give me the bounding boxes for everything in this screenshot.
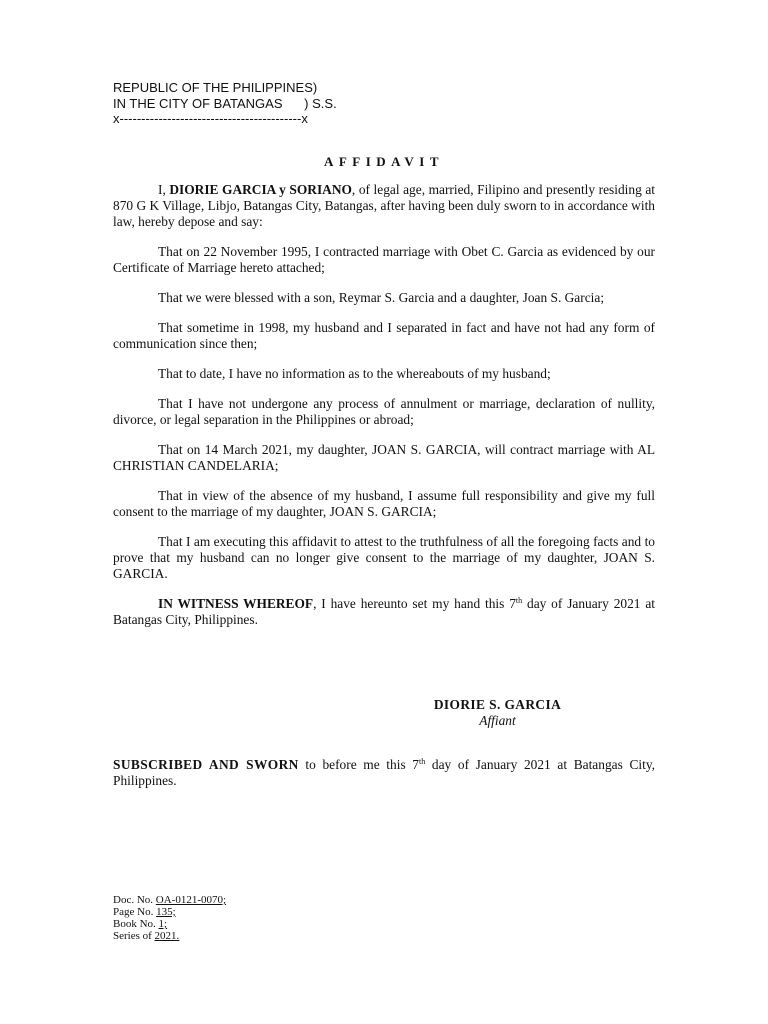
witness-paragraph [113, 596, 655, 628]
series-line [113, 930, 226, 942]
series-label: Series of [113, 930, 155, 942]
affidavit-body [113, 182, 655, 642]
jurat-text-1: to before me this 7 [298, 757, 420, 772]
affiant-name: DIORIE GARCIA y SORIANO [169, 182, 352, 197]
paragraph-daughter-marriage: That on 14 March 2021, my daughter, JOAN S. GARCIA, will contract marriage with AL CHRISTIAN CANDELARIA; [113, 442, 655, 473]
paragraph-marriage: That on 22 November 1995, I contracted marriage with Obet C. Garcia as evidenced by our Certificate of Marriage hereto attached; [113, 244, 655, 275]
paragraph-children: That we were blessed with a son, Reymar S. Garcia and a daughter, Joan S. Garcia; [158, 290, 605, 305]
paragraph-annulment: That I have not undergone any process of annulment or marriage, declaration of nullity, divorce, or legal separation in the Philippines or abroad; [113, 396, 655, 427]
doc-number-label: Doc. No. [113, 894, 156, 906]
signature-block [425, 697, 570, 729]
header-separator: x------------------------------------------x [113, 111, 308, 126]
header-city: IN THE CITY OF BATANGAS ) S.S. [113, 96, 337, 111]
witness-lead: IN WITNESS WHEREOF [158, 596, 314, 611]
doc-number-value: OA-0121-0070; [155, 894, 227, 906]
paragraph-separation: That sometime in 1998, my husband and I separated in fact and have not had any form of communication since then; [113, 320, 655, 351]
page-number-label: Page No. [113, 906, 157, 918]
paragraph-purpose: That I am executing this affidavit to attest to the truthfulness of all the foregoing facts and to prove that my husband can no longer give consent to the marriage of my daughter, JOAN S. GARCIA. [113, 534, 655, 581]
header-republic: REPUBLIC OF THE PHILIPPINES) [113, 80, 318, 95]
signatory-role: Affiant [479, 713, 516, 728]
page-number-value: 135; [156, 906, 176, 918]
intro-paragraph [113, 182, 655, 230]
paragraph-consent: That in view of the absence of my husband, I assume full responsibility and give my full consent to the marriage of my daughter, JOAN S. GARCIA; [113, 488, 655, 519]
witness-text-1: , I have hereunto set my hand this 7 [313, 596, 516, 611]
page-number-line [113, 906, 226, 918]
intro-rest: , of legal age, married, Filipino and presently residing at 870 G K Village, Libjo, Batangas City, Batangas, after having been duly sworn to in accordance with law, hereby depose and say: [113, 182, 655, 229]
series-value: 2021. [154, 930, 180, 942]
document-title: AFFIDAVIT [323, 154, 445, 169]
intro-prefix: I, [158, 182, 170, 197]
witness-superscript: th [515, 596, 523, 605]
jurat-paragraph [113, 757, 655, 789]
doc-number-line [113, 894, 226, 906]
jurat-superscript: th [419, 757, 426, 766]
signatory-name: DIORIE S. GARCIA [433, 697, 562, 712]
notarial-register [113, 894, 226, 942]
book-number-line [113, 918, 226, 930]
book-number-label: Book No. [113, 918, 159, 930]
jurat-lead: SUBSCRIBED AND SWORN [113, 757, 299, 772]
book-number-value: 1; [158, 918, 168, 930]
paragraph-whereabouts: That to date, I have no information as to the whereabouts of my husband; [158, 366, 551, 381]
witness-text-2: day of January 2021 at Batangas City, Philippines. [113, 596, 655, 627]
jurat-text-2: day of January 2021 at Batangas City, Philippines. [113, 757, 655, 788]
